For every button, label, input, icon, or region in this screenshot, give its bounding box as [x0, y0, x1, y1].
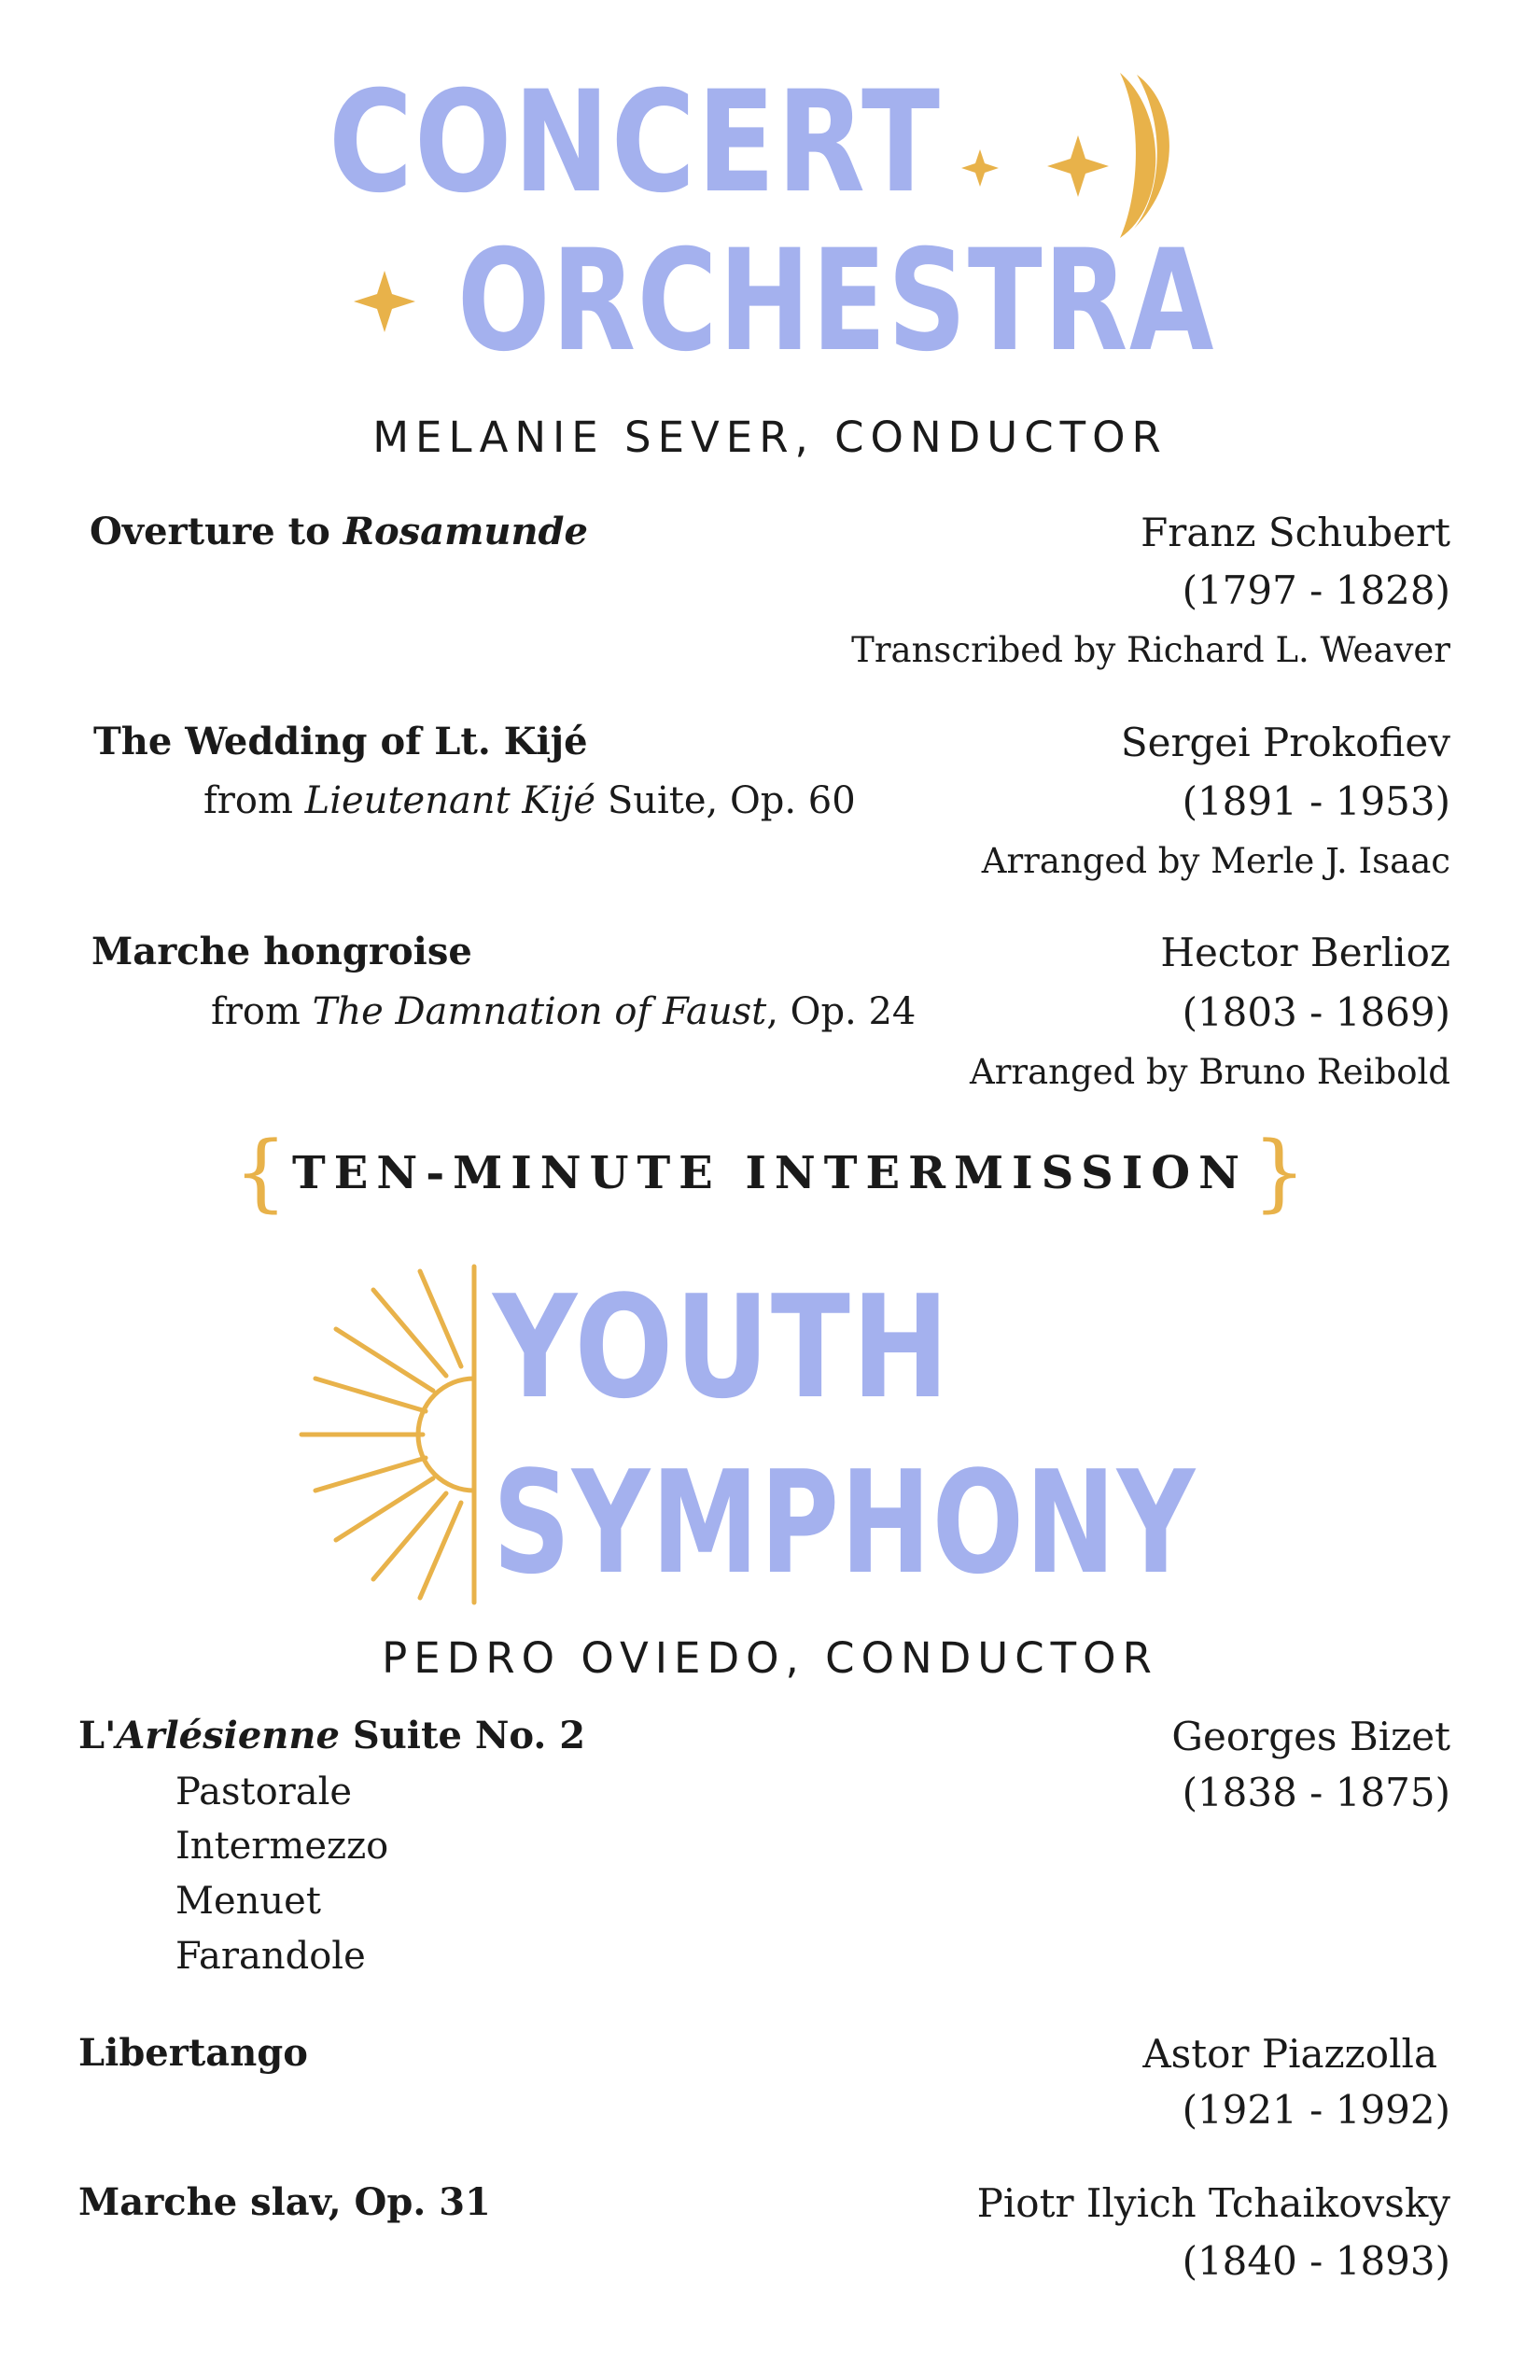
movement-item: Pastorale: [175, 1771, 353, 1813]
arranger-credit: Arranged by Merle J. Isaac: [981, 841, 1450, 881]
composer-name: Astor Piazzolla: [1142, 2031, 1437, 2077]
piece-title: Libertango: [78, 2031, 308, 2075]
concert-title-line1: CONCERT: [329, 62, 942, 224]
piece-source: from Lieutenant Kijé Suite, Op. 60: [203, 779, 856, 822]
stars-moon-decoration: [336, 65, 1232, 383]
concert-conductor: MELANIE SEVER, CONDUCTOR: [372, 413, 1168, 462]
intermission-banner: [0, 1124, 1540, 1222]
star-icon: [961, 149, 999, 187]
composer-dates: (1891 - 1953): [1182, 778, 1450, 824]
youth-title-line2: SYMPHONY: [493, 1440, 1197, 1605]
youth-conductor: PEDRO OVIEDO, CONDUCTOR: [382, 1633, 1158, 1683]
composer-name: Piotr Ilyich Tchaikovsky: [976, 2180, 1450, 2226]
piece-source: from The Damnation of Faust, Op. 24: [211, 990, 917, 1033]
brace-left: {: [233, 1124, 287, 1222]
piece-title: The Wedding of Lt. Kijé: [93, 720, 588, 763]
youth-title-line1: YOUTH: [493, 1265, 951, 1430]
piece-title: Overture to Rosamunde: [90, 510, 588, 553]
intermission-label: TEN-MINUTE INTERMISSION: [292, 1147, 1248, 1199]
composer-dates: (1803 - 1869): [1182, 989, 1450, 1035]
piece-title: L'Arlésienne Suite No. 2: [78, 1714, 586, 1757]
composer-dates: (1921 - 1992): [1182, 2087, 1450, 2133]
brace-right: }: [1253, 1124, 1307, 1222]
star-icon: [354, 271, 415, 332]
composer-name: Hector Berlioz: [1160, 930, 1450, 975]
composer-name: Franz Schubert: [1141, 510, 1450, 555]
movement-item: Farandole: [175, 1935, 366, 1978]
movement-item: Menuet: [175, 1880, 321, 1923]
arranger-credit: Arranged by Bruno Reibold: [969, 1052, 1450, 1092]
sun-icon: [297, 1262, 483, 1607]
piece-title: Marche slav, Op. 31: [78, 2180, 491, 2224]
composer-name: Sergei Prokofiev: [1120, 720, 1450, 765]
composer-name: Georges Bizet: [1171, 1714, 1450, 1759]
movement-item: Intermezzo: [175, 1825, 389, 1868]
composer-dates: (1797 - 1828): [1182, 567, 1450, 613]
concert-title-line2: ORCHESTRA: [457, 220, 1216, 383]
star-icon: [1047, 135, 1109, 197]
composer-dates: (1838 - 1875): [1182, 1770, 1450, 1815]
piece-title: Marche hongroise: [91, 930, 472, 973]
arranger-credit: Transcribed by Richard L. Weaver: [851, 630, 1450, 670]
composer-dates: (1840 - 1893): [1182, 2238, 1450, 2284]
